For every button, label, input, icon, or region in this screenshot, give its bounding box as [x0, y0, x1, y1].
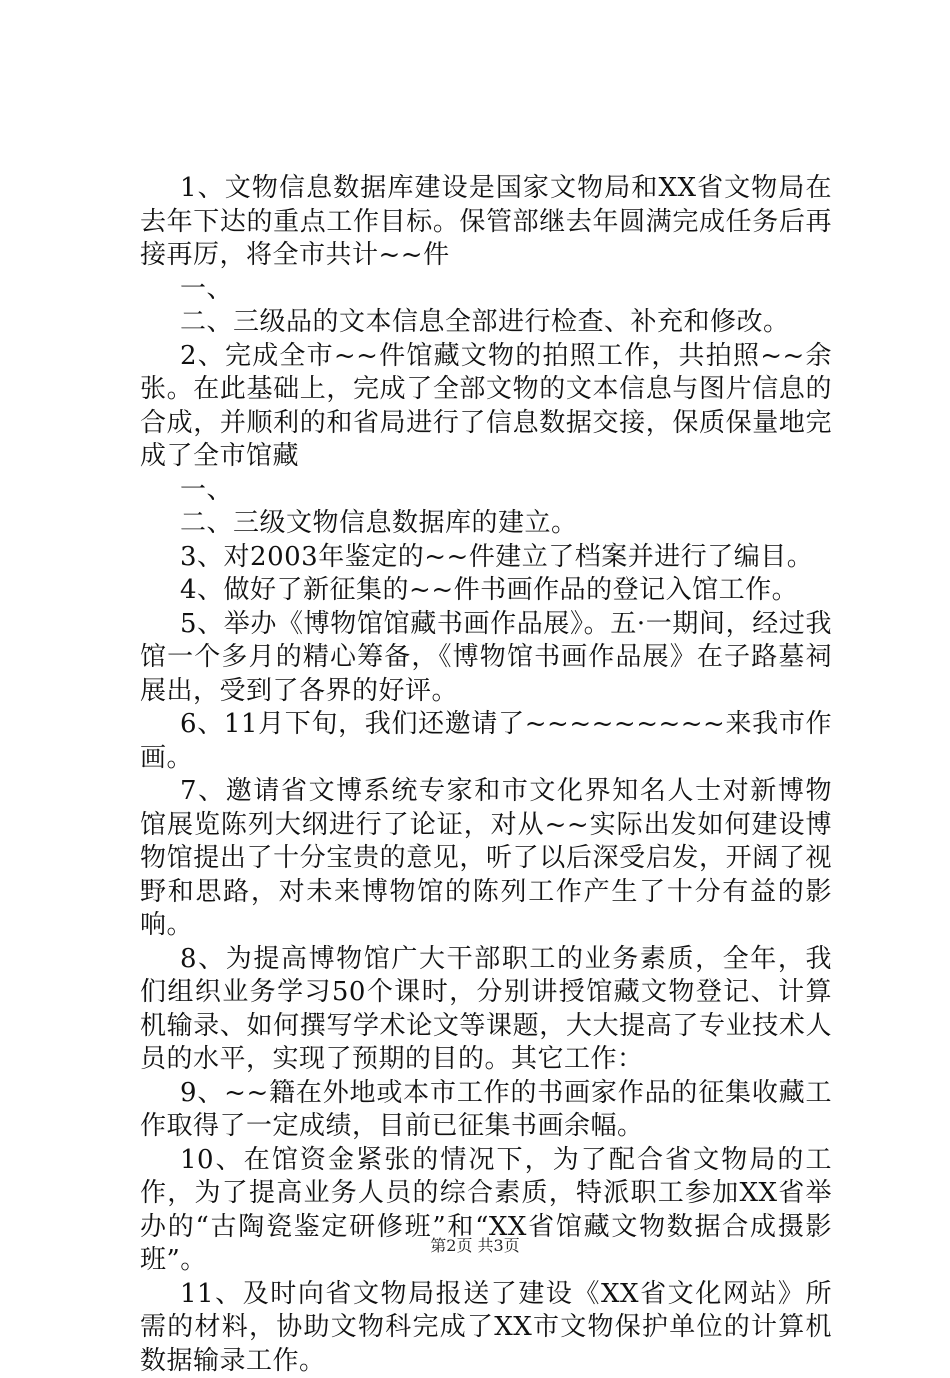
- paragraph-heading-1: 一、: [140, 273, 832, 307]
- paragraph-item-7: 7、邀请省文博系统专家和市文化界知名人士对新博物馆展览陈列大纲进行了论证，对从~~实际出发如何建设博物馆提出了十分宝贵的意见，听了以后深受启发，开阔了视野和思路，对未来博物馆的陈列工作产生了十分有益的影响。: [140, 775, 832, 943]
- document-body: [140, 172, 832, 1378]
- paragraph-item-1-cont: 二、三级品的文本信息全部进行检查、补充和修改。: [140, 306, 832, 340]
- paragraph-item-3: 3、对2003年鉴定的~~件建立了档案并进行了编目。: [140, 541, 832, 575]
- paragraph-item-2-cont: 二、三级文物信息数据库的建立。: [140, 507, 832, 541]
- paragraph-item-8: 8、为提高博物馆广大干部职工的业务素质，全年，我们组织业务学习50个课时，分别讲授馆藏文物登记、计算机输录、如何撰写学术论文等课题，大大提高了专业技术人员的水平，实现了预期的目的。其它工作：: [140, 943, 832, 1077]
- paragraph-item-4: 4、做好了新征集的~~件书画作品的登记入馆工作。: [140, 574, 832, 608]
- paragraph-item-11: 11、及时向省文物局报送了建设《XX省文化网站》所需的材料，协助文物科完成了XX市文物保护单位的计算机数据输录工作。: [140, 1278, 832, 1378]
- paragraph-item-10: 10、在馆资金紧张的情况下，为了配合省文物局的工作，为了提高业务人员的综合素质，特派职工参加XX省举办的“古陶瓷鉴定研修班”和“XX省馆藏文物数据合成摄影班”。: [140, 1144, 832, 1278]
- paragraph-item-1: 1、文物信息数据库建设是国家文物局和XX省文物局在去年下达的重点工作目标。保管部继去年圆满完成任务后再接再厉，将全市共计~~件: [140, 172, 832, 273]
- paragraph-item-6: 6、11月下旬，我们还邀请了~~~~~~~~~来我市作画。: [140, 708, 832, 775]
- paragraph-item-2: 2、完成全市~~件馆藏文物的拍照工作，共拍照~~余张。在此基础上，完成了全部文物的文本信息与图片信息的合成，并顺利的和省局进行了信息数据交接，保质保量地完成了全市馆藏: [140, 340, 832, 474]
- paragraph-item-5: 5、举办《博物馆馆藏书画作品展》。五·一期间，经过我馆一个多月的精心筹备，《博物馆书画作品展》在子路墓祠展出，受到了各界的好评。: [140, 608, 832, 709]
- page-number-footer: 第2页 共3页: [0, 1233, 950, 1256]
- paragraph-heading-2: 一、: [140, 474, 832, 508]
- paragraph-item-9: 9、~~籍在外地或本市工作的书画家作品的征集收藏工作取得了一定成绩，目前已征集书画余幅。: [140, 1077, 832, 1144]
